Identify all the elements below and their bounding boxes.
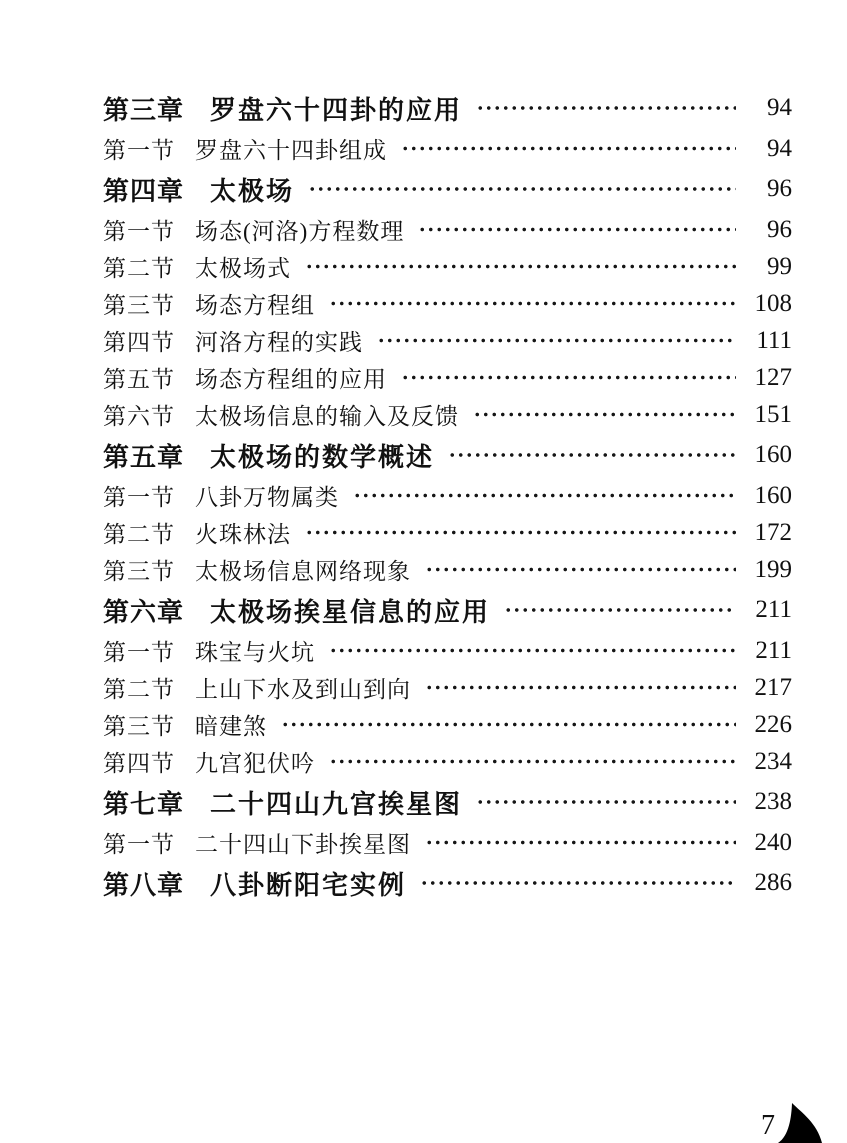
toc-entry-title: 罗盘六十四卦的应用 [210,94,463,125]
toc-entry-title: 太极场信息网络现象 [195,559,411,584]
toc-entry-label: 第五节 [103,367,175,392]
dot-leader-icon [329,632,736,669]
toc-row [103,824,792,861]
toc-entry-page-number: 172 [754,518,792,546]
dot-leader-icon [281,706,736,743]
toc-entry-title: 河洛方程的实践 [195,330,363,355]
toc-entry-page-number: 199 [754,555,792,583]
toc-row [103,285,792,322]
toc-entry-page-number: 127 [754,363,792,391]
toc-entry-page-number: 240 [754,828,792,856]
toc-entry-title: 场态(河洛)方程数理 [195,219,405,244]
toc-entry-title: 太极场挨星信息的应用 [210,596,491,627]
dot-leader-icon [305,514,736,551]
toc-entry-title: 场态方程组 [195,293,315,318]
dot-leader-icon [329,285,736,322]
toc-row [103,86,792,130]
toc-entry-page-number: 211 [755,636,792,664]
toc-entry-page-number: 96 [767,175,792,202]
dot-leader-icon [476,86,736,130]
toc-list [103,86,792,905]
toc-row [103,167,792,211]
toc-entry-title: 火珠林法 [195,522,291,547]
toc-row [103,396,792,433]
toc-entry-label: 第二节 [103,522,175,547]
toc-entry-label: 第四节 [103,751,175,776]
toc-entry-page-number: 226 [754,710,792,738]
toc-entry-label: 第一节 [103,219,175,244]
dot-leader-icon [329,743,736,780]
toc-entry-page-number: 108 [754,289,792,317]
toc-entry-page-number: 217 [754,673,792,701]
toc-row [103,743,792,780]
dot-leader-icon [401,130,736,167]
toc-row [103,588,792,632]
toc-entry-label: 第四节 [103,330,175,355]
toc-entry-title: 罗盘六十四卦组成 [195,138,387,163]
toc-entry-title: 太极场 [210,175,295,206]
page-footer [761,1103,823,1143]
dot-leader-icon [377,322,736,359]
toc-entry-page-number: 94 [767,94,792,121]
toc-entry-label: 第三章 [103,94,185,125]
dot-leader-icon [504,588,736,632]
toc-entry-label: 第三节 [103,714,175,739]
toc-entry-page-number: 99 [767,252,792,280]
toc-entry-label: 第一节 [103,485,175,510]
toc-entry-title: 太极场的数学概述 [210,441,435,472]
toc-row [103,706,792,743]
toc-entry-label: 第六章 [103,596,185,627]
dot-leader-icon [425,824,736,861]
toc-entry-label: 第一节 [103,138,175,163]
toc-entry-page-number: 96 [767,215,792,243]
toc-row [103,433,792,477]
toc-row [103,669,792,706]
dot-leader-icon [420,861,736,905]
toc-entry-title: 九宫犯伏吟 [195,751,315,776]
toc-entry-title: 八卦断阳宅实例 [210,869,407,900]
toc-entry-page-number: 160 [754,481,792,509]
toc-entry-label: 第三节 [103,293,175,318]
toc-entry-label: 第一节 [103,640,175,665]
toc-entry-page-number: 151 [754,400,792,428]
toc-row [103,211,792,248]
crescent-moon-icon [776,1103,823,1143]
toc-entry-title: 场态方程组的应用 [195,367,387,392]
toc-entry-page-number: 286 [754,869,792,896]
toc-entry-label: 第二节 [103,256,175,281]
toc-row [103,359,792,396]
footer-page-number: 7 [761,1110,775,1141]
toc-entry-title: 太极场式 [195,256,291,281]
toc-entry-page-number: 211 [755,596,792,623]
toc-entry-page-number: 238 [754,788,792,815]
toc-entry-label: 第二节 [103,677,175,702]
dot-leader-icon [476,780,736,824]
dot-leader-icon [425,551,736,588]
dot-leader-icon [418,211,736,248]
dot-leader-icon [448,433,736,477]
toc-row [103,130,792,167]
toc-entry-label: 第三节 [103,559,175,584]
dot-leader-icon [305,248,736,285]
dot-leader-icon [473,396,736,433]
toc-entry-page-number: 160 [754,441,792,468]
toc-entry-label: 第六节 [103,404,175,429]
toc-entry-page-number: 234 [754,747,792,775]
dot-leader-icon [353,477,736,514]
toc-row [103,322,792,359]
toc-row [103,477,792,514]
toc-entry-title: 二十四山下卦挨星图 [195,832,411,857]
toc-row [103,551,792,588]
toc-row [103,514,792,551]
toc-entry-label: 第五章 [103,441,185,472]
dot-leader-icon [425,669,736,706]
toc-entry-title: 太极场信息的输入及反馈 [195,404,459,429]
toc-entry-title: 珠宝与火坑 [195,640,315,665]
toc-entry-label: 第七章 [103,788,185,819]
toc-entry-title: 暗建煞 [195,714,267,739]
toc-row [103,861,792,905]
toc-row [103,632,792,669]
toc-entry-label: 第八章 [103,869,185,900]
toc-entry-title: 八卦万物属类 [195,485,339,510]
toc-entry-label: 第四章 [103,175,185,206]
toc-entry-page-number: 94 [767,134,792,162]
toc-entry-label: 第一节 [103,832,175,857]
dot-leader-icon [308,167,736,211]
toc-entry-title: 二十四山九宫挨星图 [210,788,463,819]
toc-row [103,780,792,824]
dot-leader-icon [401,359,736,396]
toc-entry-title: 上山下水及到山到向 [195,677,411,702]
toc-row [103,248,792,285]
toc-entry-page-number: 111 [756,326,792,354]
